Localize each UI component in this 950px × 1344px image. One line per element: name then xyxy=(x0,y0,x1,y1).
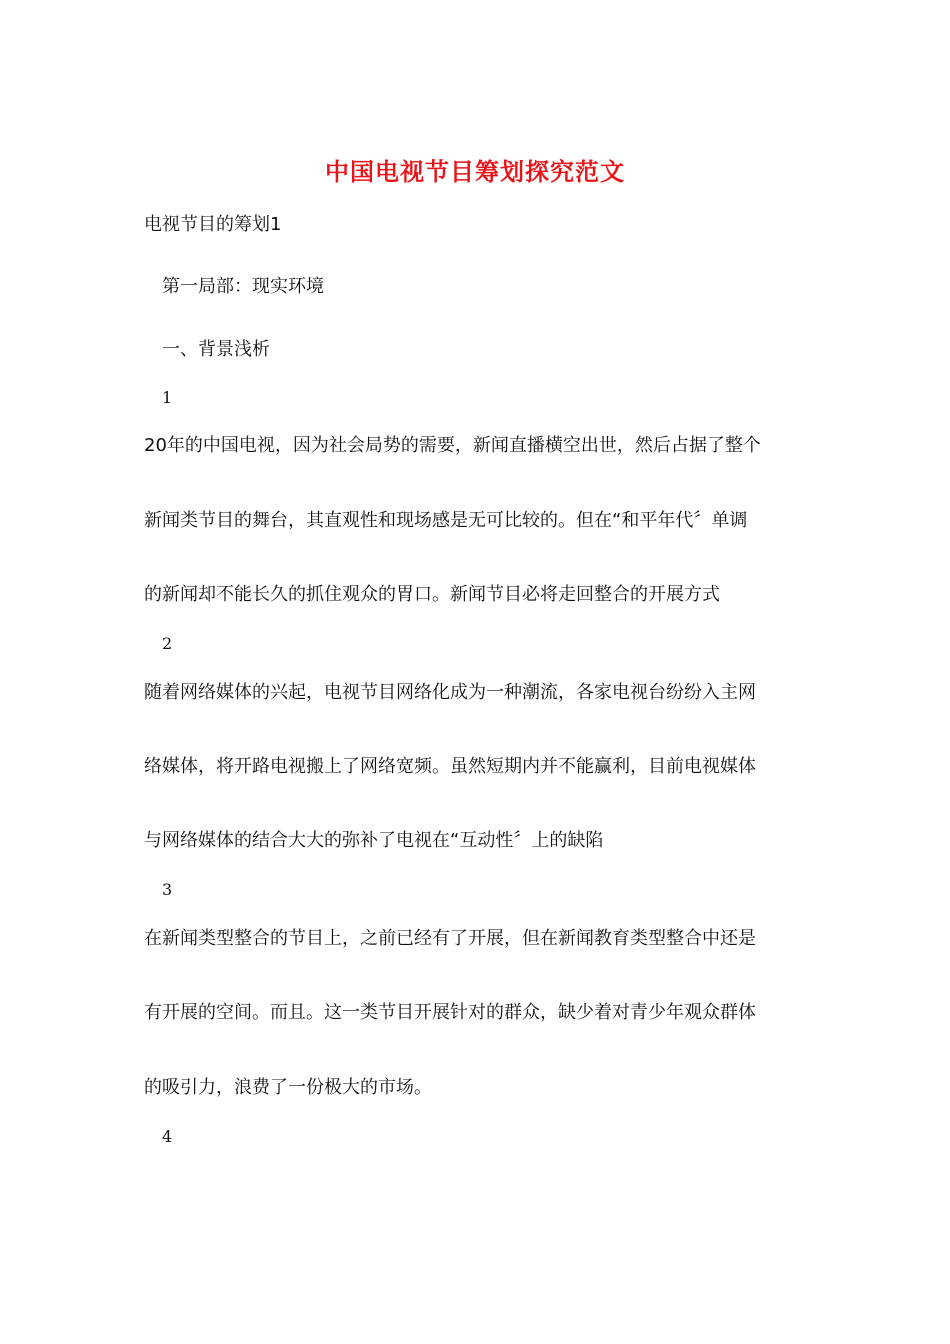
item-number: 2 xyxy=(162,634,173,653)
paragraph-line: 的吸引力，浪费了一份极大的市场。 xyxy=(144,1077,432,1098)
paragraph-line: 新闻类节目的舞台，其直观性和现场感是无可比较的。但在“和平年代〞单调 xyxy=(144,510,748,531)
item-number: 1 xyxy=(162,388,173,407)
paragraph-line: 的新闻却不能长久的抓住观众的胃口。新闻节目必将走回整合的开展方式 xyxy=(144,584,720,605)
paragraph-line: 络媒体，将开路电视搬上了网络宽频。虽然短期内并不能赢利，目前电视媒体 xyxy=(144,756,756,777)
paragraph-line: 随着网络媒体的兴起，电视节目网络化成为一种潮流，各家电视台纷纷入主网 xyxy=(144,682,756,703)
item-number: 4 xyxy=(162,1127,173,1146)
paragraph-line: 在新闻类型整合的节目上，之前已经有了开展，但在新闻教育类型整合中还是 xyxy=(144,928,756,949)
document-subtitle: 电视节目的筹划1 xyxy=(144,214,282,235)
paragraph-line: 有开展的空间。而且。这一类节目开展针对的群众，缺少着对青少年观众群体 xyxy=(144,1002,756,1023)
item-number: 3 xyxy=(162,880,173,899)
paragraph-line: 20年的中国电视，因为社会局势的需要，新闻直播横空出世，然后占据了整个 xyxy=(144,435,761,456)
section-heading: 第一局部：现实环境 xyxy=(162,276,324,297)
document-title: 中国电视节目筹划探究范文 xyxy=(325,157,625,186)
paragraph-line: 与网络媒体的结合大大的弥补了电视在“互动性〞上的缺陷 xyxy=(144,830,604,851)
subsection-heading: 一、背景浅析 xyxy=(162,339,270,360)
